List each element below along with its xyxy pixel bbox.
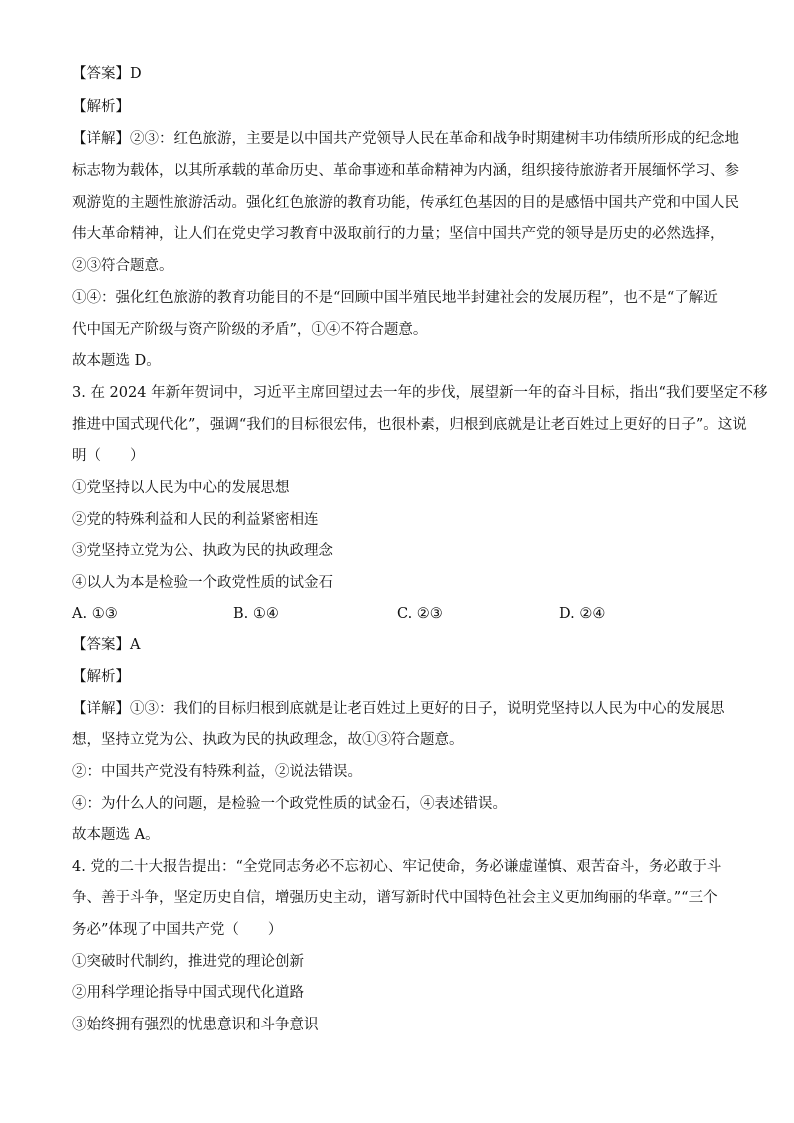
q2-detail-line: 代中国无产阶级与资产阶级的矛盾”，①④不符合题意。 — [72, 322, 428, 338]
q3-statement: ②党的特殊利益和人民的利益紧密相连 — [72, 512, 319, 528]
q3-stem-line: 明（ ） — [72, 448, 145, 464]
q2-detail-line: ①④：强化红色旅游的教育功能目的不是“回顾中国半殖民地半封建社会的发展历程”，也不是“了解近 — [72, 290, 718, 306]
q3-detail-line: ④：为什么人的问题，是检验一个政党性质的试金石，④表述错误。 — [72, 796, 507, 812]
q2-detail-line: 标志物为载体，以其所承载的革命历史、革命事迹和革命精神为内涵，组织接待旅游者开展缅怀学习、参 — [72, 163, 739, 179]
q4-stem-line: 争、善于斗争，坚定历史自信，增强历史主动，谱写新时代中国特色社会主义更加绚丽的华章。”“三个 — [72, 890, 718, 906]
q3-options — [72, 604, 732, 624]
q4-statement: ①突破时代制约，推进党的理论创新 — [72, 954, 304, 970]
q3-statement: ③党坚持立党为公、执政为民的执政理念 — [72, 543, 333, 559]
q2-answer: 【答案】D — [72, 66, 142, 82]
q4-stem-line: 务必”体现了中国共产党（ ） — [72, 922, 283, 938]
q3-stem-line: 推进中国式现代化”，强调“我们的目标很宏伟，也很朴素，归根到底就是让老百姓过上更好的日子”。这说 — [72, 417, 747, 433]
q3-detail-line: 【详解】①③：我们的目标归根到底就是让老百姓过上更好的日子，说明党坚持以人民为中心的发展思 — [72, 701, 725, 717]
q3-statement: ①党坚持以人民为中心的发展思想 — [72, 480, 290, 496]
q3-option-a: A. ①③ — [72, 606, 118, 622]
q3-option-c: C. ②③ — [397, 606, 443, 622]
q4-stem-line: 4. 党的二十大报告提出：“全党同志务必不忘初心、牢记使命，务必谦虚谨慎、艰苦奋斗，务必敢于斗 — [72, 859, 722, 875]
q2-detail-line: 伟大革命精神，让人们在党史学习教育中汲取前行的力量；坚信中国共产党的领导是历史的必然选择， — [72, 226, 725, 242]
q3-stem-line: 3. 在 2024 年新年贺词中，习近平主席回望过去一年的步伐，展望新一年的奋斗目标，指出“我们要坚定不移 — [72, 385, 768, 401]
q2-conclusion: 故本题选 D。 — [72, 353, 161, 369]
q2-detail-line: ②③符合题意。 — [72, 258, 174, 274]
q3-detail-line: ②：中国共产党没有特殊利益，②说法错误。 — [72, 764, 362, 780]
q2-detail-line: 【详解】②③：红色旅游，主要是以中国共产党领导人民在革命和战争时期建树丰功伟绩所形成的纪念地 — [72, 131, 739, 147]
q2-analysis-heading: 【解析】 — [72, 99, 130, 115]
q3-option-b: B. ①④ — [233, 606, 279, 622]
q3-detail-line: 想，坚持立党为公、执政为民的执政理念，故①③符合题意。 — [72, 732, 464, 748]
q4-statement: ②用科学理论指导中国式现代化道路 — [72, 985, 304, 1001]
q4-statement: ③始终拥有强烈的忧患意识和斗争意识 — [72, 1017, 319, 1033]
q3-conclusion: 故本题选 A。 — [72, 827, 160, 843]
q3-analysis-heading: 【解析】 — [72, 669, 130, 685]
q3-option-d: D. ②④ — [559, 606, 606, 622]
q2-detail-line: 观游览的主题性旅游活动。强化红色旅游的教育功能，传承红色基因的目的是感悟中国共产党和中国人民 — [72, 195, 739, 211]
q3-statement: ④以人为本是检验一个政党性质的试金石 — [72, 575, 333, 591]
q3-answer: 【答案】A — [72, 637, 141, 653]
